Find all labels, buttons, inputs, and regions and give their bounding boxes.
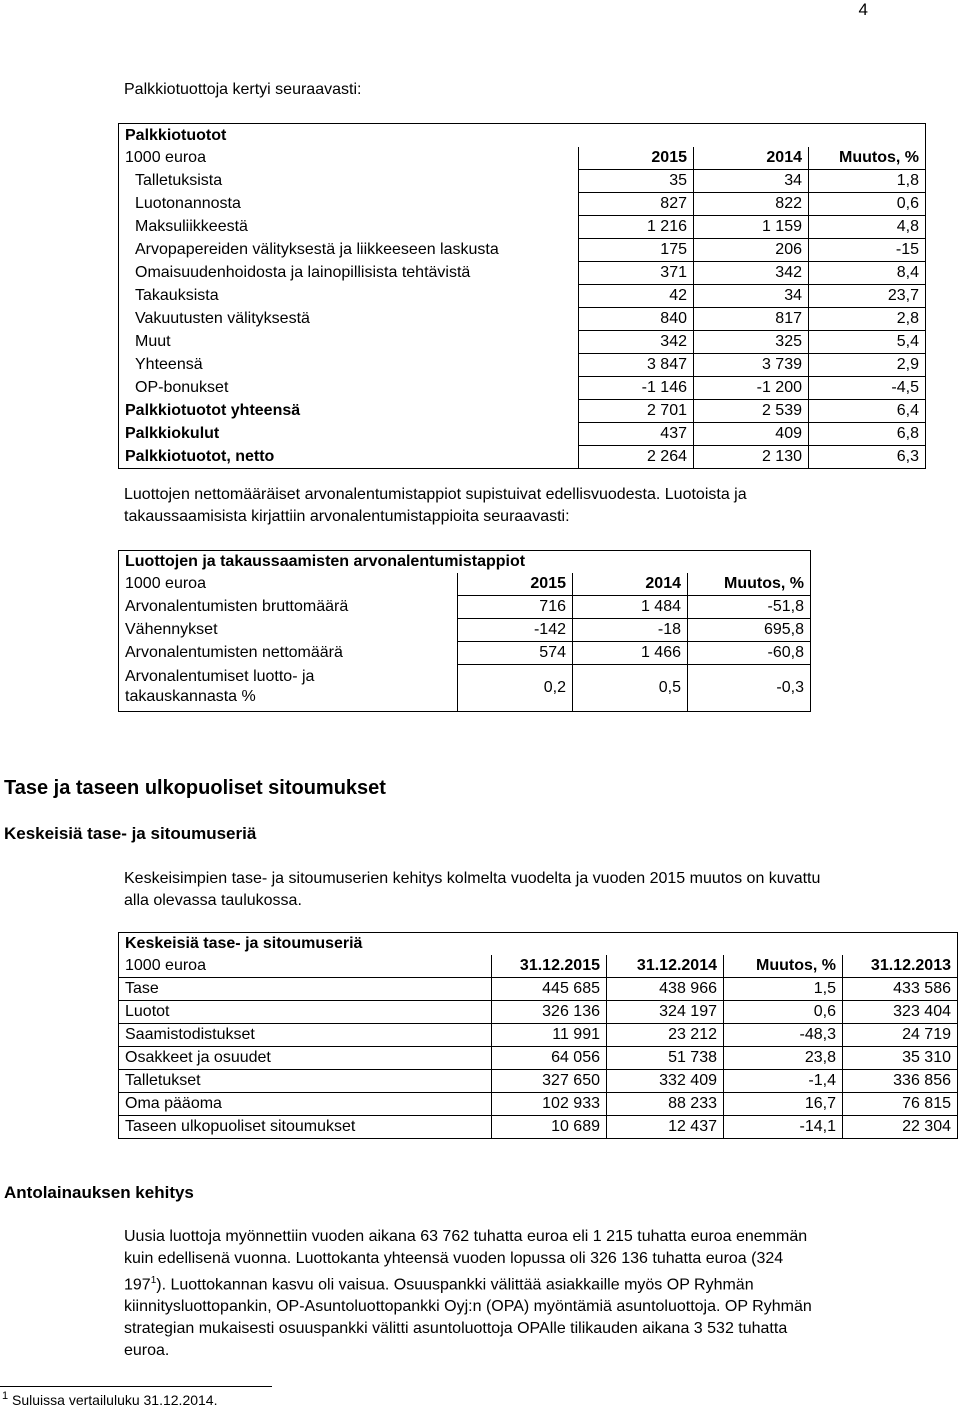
paragraph-lending-line1: Uusia luottoja myönnettiin vuoden aikana 63 762 tuhatta euroa eli 1 215 tuhatta euroa enemmän bbox=[124, 1228, 808, 1245]
paragraph-key-items-line1: Keskeisimpien tase- ja sitoumuserien kehitys kolmelta vuodelta ja vuoden 2015 muutos on kuvattu bbox=[124, 870, 821, 887]
table3-title: Keskeisiä tase- ja sitoumuseriä bbox=[125, 935, 363, 952]
table1-row bbox=[119, 193, 926, 216]
table1-value: 34 bbox=[694, 285, 809, 308]
table1-label: Yhteensä bbox=[135, 356, 203, 373]
table1-total-value: 2 701 bbox=[579, 400, 694, 423]
paragraph-lending-line6: euroa. bbox=[124, 1342, 170, 1360]
table3-label: Talletukset bbox=[119, 1070, 492, 1093]
table3-value: 23,8 bbox=[724, 1047, 843, 1070]
table1-header-2015: 2015 bbox=[579, 147, 694, 170]
table3-unit: 1000 euroa bbox=[119, 955, 492, 978]
key-balance-items-table bbox=[118, 932, 958, 1139]
table1-value: -1 200 bbox=[694, 377, 809, 400]
paragraph-key-items bbox=[124, 868, 820, 912]
table1-label: Talletuksista bbox=[135, 172, 223, 189]
table3-row bbox=[119, 1047, 958, 1070]
page-number: 4 bbox=[858, 0, 868, 19]
table3-value: 336 856 bbox=[843, 1070, 958, 1093]
table1-value: 1,8 bbox=[809, 170, 926, 193]
table1-value: 34 bbox=[694, 170, 809, 193]
table1-row bbox=[119, 285, 926, 308]
table2-row bbox=[119, 642, 811, 665]
paragraph-lending-line4: kiinnitysluottopankin, OP-Asuntoluottopankki Oyj:n (OPA) myöntämiä asuntoluottoja. OP Ryhmän bbox=[124, 1298, 812, 1316]
table2-value: -142 bbox=[458, 619, 573, 642]
footnote-text: Suluissa vertailuluku 31.12.2014. bbox=[12, 1392, 218, 1408]
table1-value: 2,8 bbox=[809, 308, 926, 331]
table1-value: 175 bbox=[579, 239, 694, 262]
paragraph-impairments-line1: Luottojen nettomääräiset arvonalentumistappiot supistuivat edellisvuodesta. Luotoista ja bbox=[124, 486, 747, 503]
table3-header-change: Muutos, % bbox=[724, 955, 843, 978]
table3-row bbox=[119, 978, 958, 1001]
table1-row bbox=[119, 308, 926, 331]
table3-label: Luotot bbox=[119, 1001, 492, 1024]
table1-value: -4,5 bbox=[809, 377, 926, 400]
table3-value: 438 966 bbox=[607, 978, 724, 1001]
table3-value: 24 719 bbox=[843, 1024, 958, 1047]
impairment-losses-table bbox=[118, 550, 811, 712]
table1-row bbox=[119, 239, 926, 262]
table1-value: -1 146 bbox=[579, 377, 694, 400]
table3-value: -1,4 bbox=[724, 1070, 843, 1093]
table3-value: 324 197 bbox=[607, 1001, 724, 1024]
table2-value: 1 484 bbox=[573, 596, 688, 619]
table3-value: 327 650 bbox=[492, 1070, 607, 1093]
table2-header-change: Muutos, % bbox=[688, 573, 811, 596]
paragraph-lending-line5: strategian mukaisesti osuuspankki välitti asuntoluottoja OPAlle tilikauden aikana 3 532 tuhatta bbox=[124, 1320, 788, 1338]
table1-total-row bbox=[119, 446, 926, 469]
table2-last-2015: 0,2 bbox=[458, 665, 573, 712]
footnote-mark: 1 bbox=[2, 1390, 9, 1402]
table1-total-value: 6,3 bbox=[809, 446, 926, 469]
table1-total-label: Palkkiotuotot, netto bbox=[125, 447, 275, 465]
table1-value: 3 847 bbox=[579, 354, 694, 377]
table1-row bbox=[119, 354, 926, 377]
table2-header-2015: 2015 bbox=[458, 573, 573, 596]
table2-value: -60,8 bbox=[688, 642, 811, 665]
table2-value: 574 bbox=[458, 642, 573, 665]
table1-value: 822 bbox=[694, 193, 809, 216]
table3-row bbox=[119, 1116, 958, 1139]
table3-row bbox=[119, 1070, 958, 1093]
table3-value: 10 689 bbox=[492, 1116, 607, 1139]
table3-value: 23 212 bbox=[607, 1024, 724, 1047]
table3-value: 332 409 bbox=[607, 1070, 724, 1093]
table1-row bbox=[119, 170, 926, 193]
paragraph-lending-line3 bbox=[124, 1270, 812, 1296]
table3-value: 11 991 bbox=[492, 1024, 607, 1047]
table3-value: 16,7 bbox=[724, 1093, 843, 1116]
subheading-lending: Antolainauksen kehitys bbox=[4, 1183, 194, 1202]
table3-row bbox=[119, 1024, 958, 1047]
table2-title: Luottojen ja takaussaamisten arvonalentumistappiot bbox=[125, 553, 526, 570]
table2-label: Arvonalentumisten bruttomäärä bbox=[125, 598, 349, 615]
table3-value: 35 310 bbox=[843, 1047, 958, 1070]
table1-value: 35 bbox=[579, 170, 694, 193]
table1-label: Vakuutusten välityksestä bbox=[135, 310, 310, 327]
table1-header-change: Muutos, % bbox=[809, 147, 926, 170]
table2-label: Vähennykset bbox=[125, 621, 218, 638]
table1-total-value: 437 bbox=[579, 423, 694, 446]
table1-value: 23,7 bbox=[809, 285, 926, 308]
table2-row bbox=[119, 619, 811, 642]
paragraph-lending bbox=[124, 1226, 812, 1362]
table3-value: 326 136 bbox=[492, 1001, 607, 1024]
table3-value: 64 056 bbox=[492, 1047, 607, 1070]
table1-value: 5,4 bbox=[809, 331, 926, 354]
lending-line3-rest: ). Luottokannan kasvu oli vaisua. Osuuspankki välittää asiakkaille myös OP Ryhmän bbox=[156, 1276, 754, 1294]
table1-total-value: 2 539 bbox=[694, 400, 809, 423]
section-heading-balance: Tase ja taseen ulkopuoliset sitoumukset bbox=[4, 777, 386, 799]
table1-label: Muut bbox=[135, 333, 171, 350]
table3-label: Oma pääoma bbox=[119, 1093, 492, 1116]
table3-value: 88 233 bbox=[607, 1093, 724, 1116]
table1-value: 0,6 bbox=[809, 193, 926, 216]
table3-label: Tase bbox=[119, 978, 492, 1001]
intro-text: Palkkiotuottoja kertyi seuraavasti: bbox=[124, 81, 362, 98]
table1-value: 840 bbox=[579, 308, 694, 331]
table1-row bbox=[119, 377, 926, 400]
table1-total-row bbox=[119, 400, 926, 423]
table1-label: Arvopapereiden välityksestä ja liikkeeseen laskusta bbox=[135, 241, 499, 258]
footnote-ref: 1 bbox=[150, 1275, 157, 1286]
table3-value: -48,3 bbox=[724, 1024, 843, 1047]
table1-row bbox=[119, 216, 926, 239]
table3-header-2015: 31.12.2015 bbox=[492, 955, 607, 978]
table1-unit: 1000 euroa bbox=[125, 149, 206, 167]
table1-value: 206 bbox=[694, 239, 809, 262]
table3-value: 76 815 bbox=[843, 1093, 958, 1116]
table2-header-2014: 2014 bbox=[573, 573, 688, 596]
table1-title: Palkkiotuotot bbox=[125, 127, 227, 144]
table1-header-2014: 2014 bbox=[694, 147, 809, 170]
table1-row bbox=[119, 262, 926, 285]
table3-value: 433 586 bbox=[843, 978, 958, 1001]
table3-value: 445 685 bbox=[492, 978, 607, 1001]
table1-value: 8,4 bbox=[809, 262, 926, 285]
table1-value: 1 159 bbox=[694, 216, 809, 239]
table1-value: 371 bbox=[579, 262, 694, 285]
table3-label: Saamistodistukset bbox=[119, 1024, 492, 1047]
paragraph-key-items-line2: alla olevassa taulukossa. bbox=[124, 892, 302, 909]
table1-value: 342 bbox=[694, 262, 809, 285]
table2-value: 1 466 bbox=[573, 642, 688, 665]
table1-value: 42 bbox=[579, 285, 694, 308]
table1-total-row bbox=[119, 423, 926, 446]
table3-label: Taseen ulkopuoliset sitoumukset bbox=[119, 1116, 492, 1139]
table1-value: 4,8 bbox=[809, 216, 926, 239]
table3-row bbox=[119, 1001, 958, 1024]
table1-row bbox=[119, 331, 926, 354]
table3-value: 51 738 bbox=[607, 1047, 724, 1070]
table2-row bbox=[119, 596, 811, 619]
table2-last-2014: 0,5 bbox=[573, 665, 688, 712]
table2-value: -51,8 bbox=[688, 596, 811, 619]
table3-header-2014: 31.12.2014 bbox=[607, 955, 724, 978]
paragraph-lending-line2: kuin edellisenä vuonna. Luottokanta yhteensä vuoden lopussa oli 326 136 tuhatta euroa (324 bbox=[124, 1250, 784, 1267]
table1-total-label: Palkkiokulut bbox=[125, 425, 220, 442]
table1-value: 342 bbox=[579, 331, 694, 354]
paragraph-impairments bbox=[124, 484, 747, 528]
table2-value: 695,8 bbox=[688, 619, 811, 642]
table2-last-label-line2: takauskannasta % bbox=[125, 687, 256, 705]
table1-value: 2,9 bbox=[809, 354, 926, 377]
table1-value: 817 bbox=[694, 308, 809, 331]
table2-unit: 1000 euroa bbox=[125, 575, 206, 593]
table1-value: 3 739 bbox=[694, 354, 809, 377]
table2-label: Arvonalentumisten nettomäärä bbox=[125, 644, 343, 661]
table3-header-2013: 31.12.2013 bbox=[843, 955, 958, 978]
table3-row bbox=[119, 1093, 958, 1116]
table2-value: -18 bbox=[573, 619, 688, 642]
table1-total-value: 6,8 bbox=[809, 423, 926, 446]
lending-value: 197 bbox=[124, 1276, 151, 1294]
footnote bbox=[2, 1390, 217, 1408]
table1-label: Maksuliikkeestä bbox=[135, 218, 248, 235]
table1-total-value: 409 bbox=[694, 423, 809, 446]
table3-value: 22 304 bbox=[843, 1116, 958, 1139]
table1-total-label: Palkkiotuotot yhteensä bbox=[125, 402, 301, 419]
table1-total-value: 6,4 bbox=[809, 400, 926, 423]
table3-value: -14,1 bbox=[724, 1116, 843, 1139]
table3-value: 102 933 bbox=[492, 1093, 607, 1116]
table1-value: 325 bbox=[694, 331, 809, 354]
table2-value: 716 bbox=[458, 596, 573, 619]
table2-last-row-label bbox=[119, 665, 458, 712]
table2-last-change: -0,3 bbox=[688, 665, 811, 712]
table3-value: 323 404 bbox=[843, 1001, 958, 1024]
table1-value: -15 bbox=[809, 239, 926, 262]
table3-value: 0,6 bbox=[724, 1001, 843, 1024]
table3-value: 12 437 bbox=[607, 1116, 724, 1139]
table1-value: 827 bbox=[579, 193, 694, 216]
subheading-key-items: Keskeisiä tase- ja sitoumuseriä bbox=[4, 824, 257, 843]
table3-value: 1,5 bbox=[724, 978, 843, 1001]
table3-label: Osakkeet ja osuudet bbox=[119, 1047, 492, 1070]
table1-total-value: 2 130 bbox=[694, 446, 809, 469]
table1-label: Omaisuudenhoidosta ja lainopillisista tehtävistä bbox=[135, 264, 471, 281]
footnote-separator bbox=[0, 1386, 272, 1387]
commission-income-table bbox=[118, 123, 926, 469]
table1-value: 1 216 bbox=[579, 216, 694, 239]
table1-label: OP-bonukset bbox=[135, 379, 229, 396]
table2-last-label-line1: Arvonalentumiset luotto- ja bbox=[125, 667, 315, 685]
table1-label: Takauksista bbox=[135, 287, 219, 304]
table1-total-value: 2 264 bbox=[579, 446, 694, 469]
table1-label: Luotonannosta bbox=[135, 195, 241, 212]
paragraph-impairments-line2: takaussaamisista kirjattiin arvonalentumistappioita seuraavasti: bbox=[124, 508, 570, 525]
